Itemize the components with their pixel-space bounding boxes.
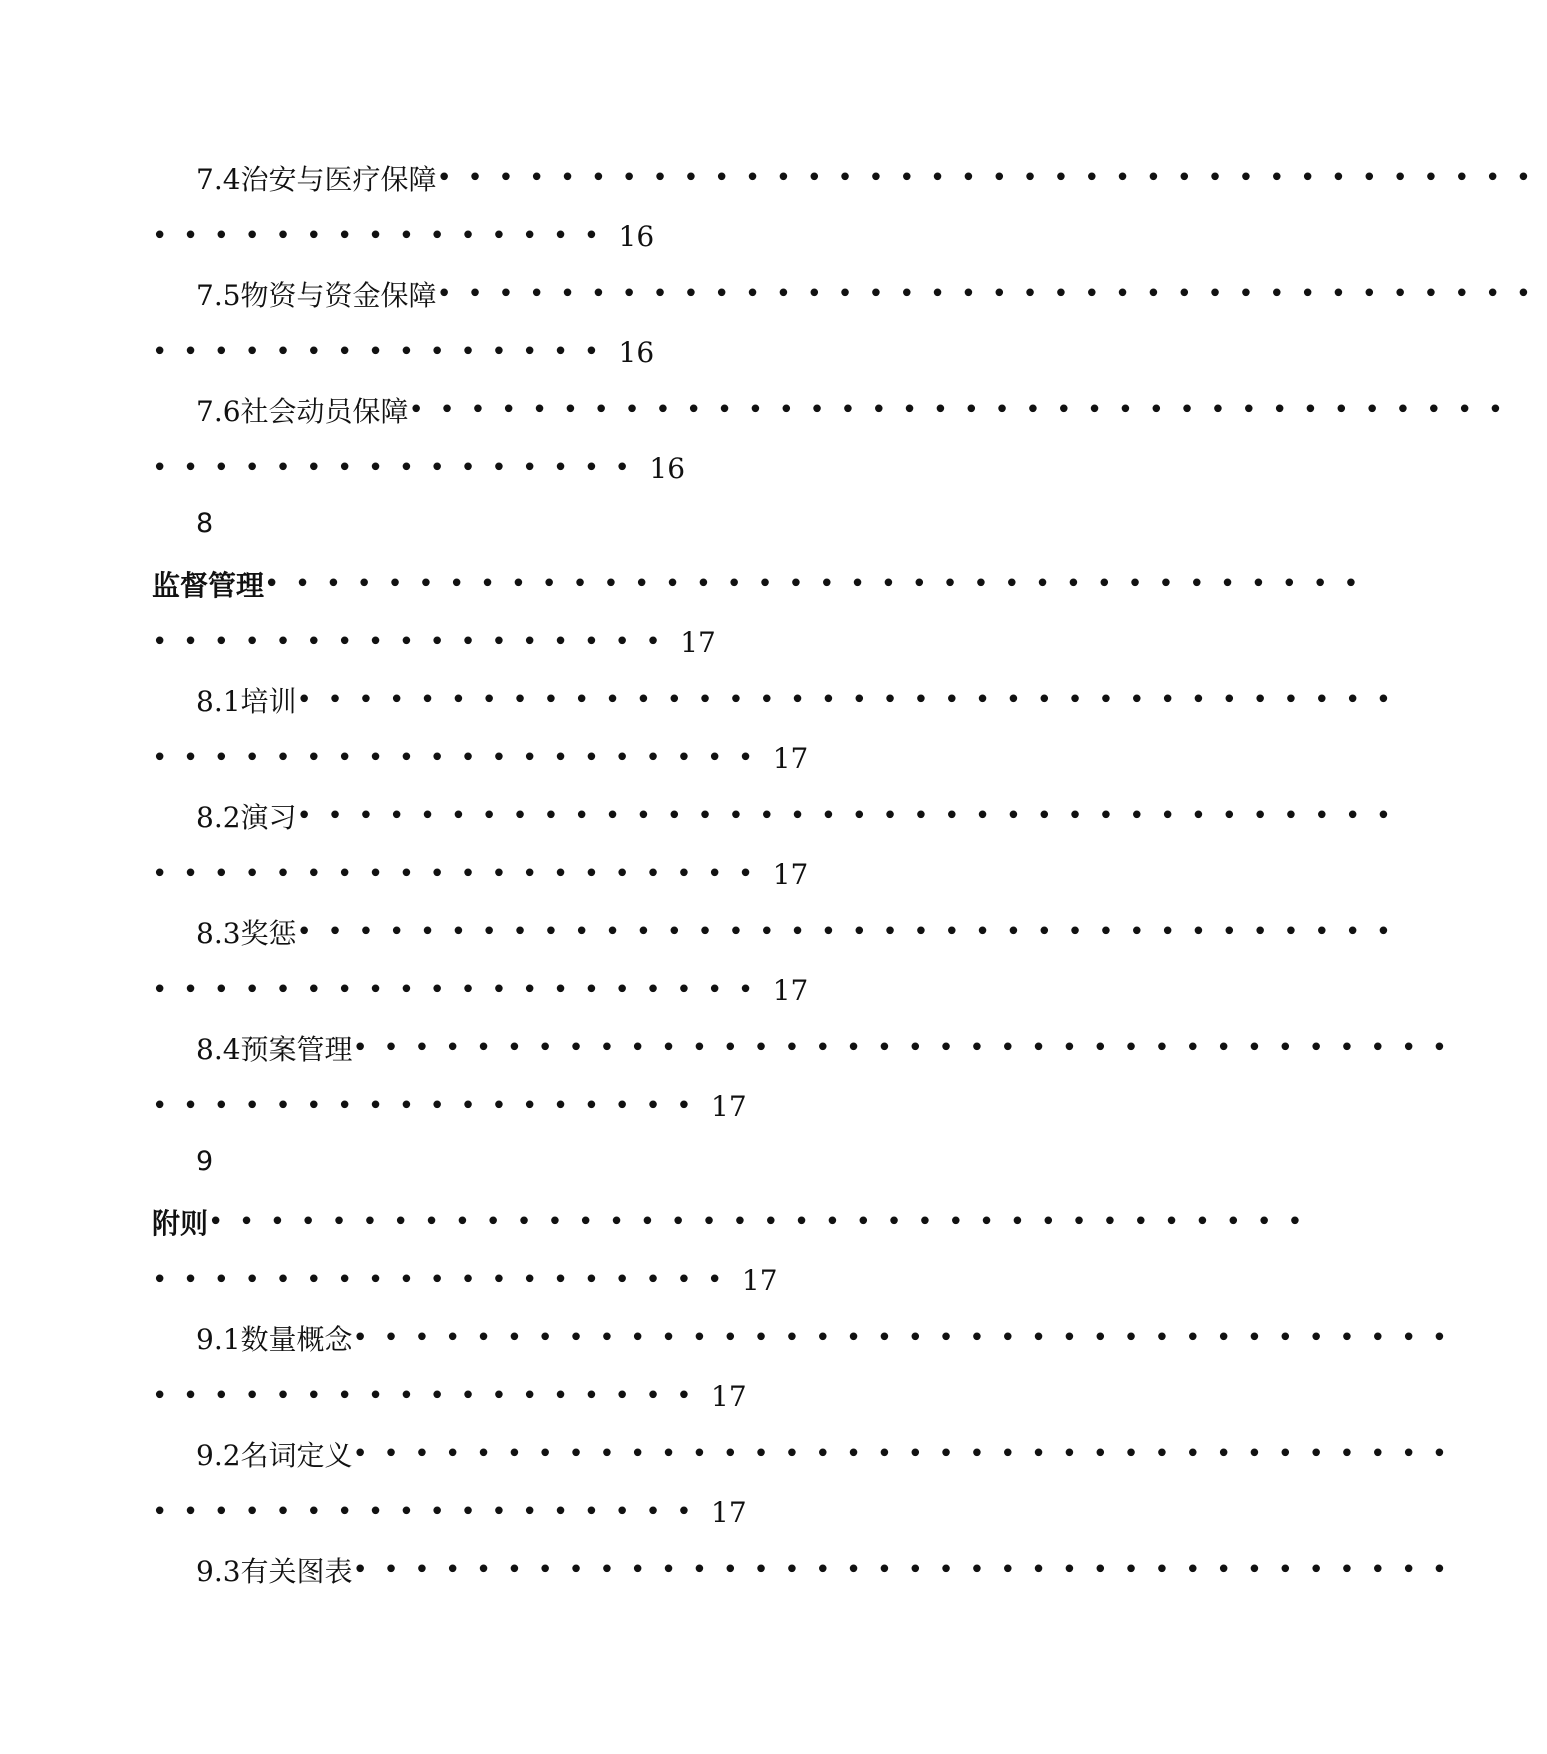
toc-entry-8-3-continuation	[152, 970, 1082, 1010]
dot-leader: •••••••••••••••	[152, 221, 615, 251]
chapter-number: 8	[196, 508, 214, 539]
toc-entry-label: 9.1数量概念	[196, 1323, 353, 1356]
toc-entry-7-4[interactable]	[152, 158, 1547, 198]
toc-page-number: 16	[618, 335, 655, 369]
dot-leader: •••••••••••••••••••	[152, 1265, 738, 1295]
toc-page-number: 17	[772, 973, 809, 1007]
toc-entry-7-6-continuation	[152, 448, 1082, 488]
dot-leader: ••••••••••••••••••••••••••••••••••••	[296, 685, 1407, 715]
dot-leader: ••••••••••••••••••••••••••••••••••••	[352, 1555, 1463, 1585]
dot-leader: ••••••••••••••••••••••••••••••••••••	[436, 163, 1547, 193]
toc-entry-8-1[interactable]	[152, 680, 1407, 720]
toc-entry-label: 8.3奖惩	[196, 917, 297, 950]
toc-entry-8-4-continuation	[152, 1086, 1082, 1126]
toc-entry-label: 7.5物资与资金保障	[196, 279, 437, 312]
toc-chapter-8[interactable]	[152, 564, 1375, 604]
toc-entry-7-4-continuation	[152, 216, 1082, 256]
toc-entry-9-1-continuation	[152, 1376, 1082, 1416]
dot-leader: ••••••••••••••••••••	[152, 743, 769, 773]
dot-leader: ••••••••••••••••	[152, 453, 646, 483]
toc-entry-8-4[interactable]	[152, 1028, 1463, 1068]
toc-entry-label: 9.2名词定义	[196, 1439, 353, 1472]
dot-leader: ••••••••••••••••••••	[152, 859, 769, 889]
dot-leader: ••••••••••••••••••••••••••••••••••••	[352, 1323, 1463, 1353]
toc-entry-9-2[interactable]	[152, 1434, 1463, 1474]
toc-entry-label: 7.6社会动员保障	[196, 395, 409, 428]
dot-leader: ••••••••••••••••••••	[152, 975, 769, 1005]
dot-leader: ••••••••••••••••••••••••••••••••••••	[296, 917, 1407, 947]
chapter-number: 9	[196, 1146, 214, 1177]
toc-entry-label: 9.3有关图表	[196, 1555, 353, 1588]
toc-entry-8-1-continuation	[152, 738, 1082, 778]
toc-page-number: 16	[618, 219, 655, 253]
toc-chapter-label: 附则	[152, 1207, 209, 1240]
dot-leader: ••••••••••••••••••••••••••••••••••••	[408, 395, 1519, 425]
toc-chapter-9[interactable]	[152, 1202, 1319, 1242]
toc-entry-8-2-continuation	[152, 854, 1082, 894]
toc-page-number: 17	[741, 1263, 778, 1297]
dot-leader: ••••••••••••••••••••••••••••••••••••	[208, 1207, 1319, 1237]
toc-entry-9-3[interactable]	[152, 1550, 1463, 1590]
toc-chapter-label: 监督管理	[152, 569, 265, 602]
toc-entry-label: 8.4预案管理	[196, 1033, 353, 1066]
toc-chapter-8-continuation	[152, 622, 1082, 662]
dot-leader: ••••••••••••••••••••••••••••••••••••	[436, 279, 1547, 309]
dot-leader: ••••••••••••••••••••••••••••••••••••	[264, 569, 1375, 599]
toc-page-number: 17	[711, 1495, 747, 1529]
toc-entry-label: 8.1培训	[196, 685, 297, 718]
toc-page-number: 17	[680, 625, 716, 659]
dot-leader: ••••••••••••••••••••••••••••••••••••	[352, 1033, 1463, 1063]
toc-entry-8-3[interactable]	[152, 912, 1407, 952]
toc-entry-7-5-continuation	[152, 332, 1082, 372]
toc-entry-9-2-continuation	[152, 1492, 1082, 1532]
dot-leader: ••••••••••••••••••	[152, 1091, 708, 1121]
toc-page-number: 17	[772, 857, 809, 891]
dot-leader: •••••••••••••••••	[152, 627, 677, 657]
toc-page-number: 17	[772, 741, 809, 775]
dot-leader: ••••••••••••••••••••••••••••••••••••	[296, 801, 1407, 831]
toc-page-number: 17	[711, 1379, 747, 1413]
dot-leader: ••••••••••••••••••	[152, 1497, 708, 1527]
toc-entry-label: 7.4治安与医疗保障	[196, 163, 437, 196]
toc-chapter-9-continuation	[152, 1260, 1082, 1300]
toc-entry-9-1[interactable]	[152, 1318, 1463, 1358]
toc-entry-label: 8.2演习	[196, 801, 297, 834]
toc-page-number: 16	[649, 451, 686, 485]
toc-entry-7-6[interactable]	[152, 390, 1519, 430]
dot-leader: •••••••••••••••	[152, 337, 615, 367]
toc-entry-7-5[interactable]	[152, 274, 1547, 314]
toc-page-number: 17	[711, 1089, 747, 1123]
toc-entry-8-2[interactable]	[152, 796, 1407, 836]
dot-leader: ••••••••••••••••••••••••••••••••••••	[352, 1439, 1463, 1469]
dot-leader: ••••••••••••••••••	[152, 1381, 708, 1411]
